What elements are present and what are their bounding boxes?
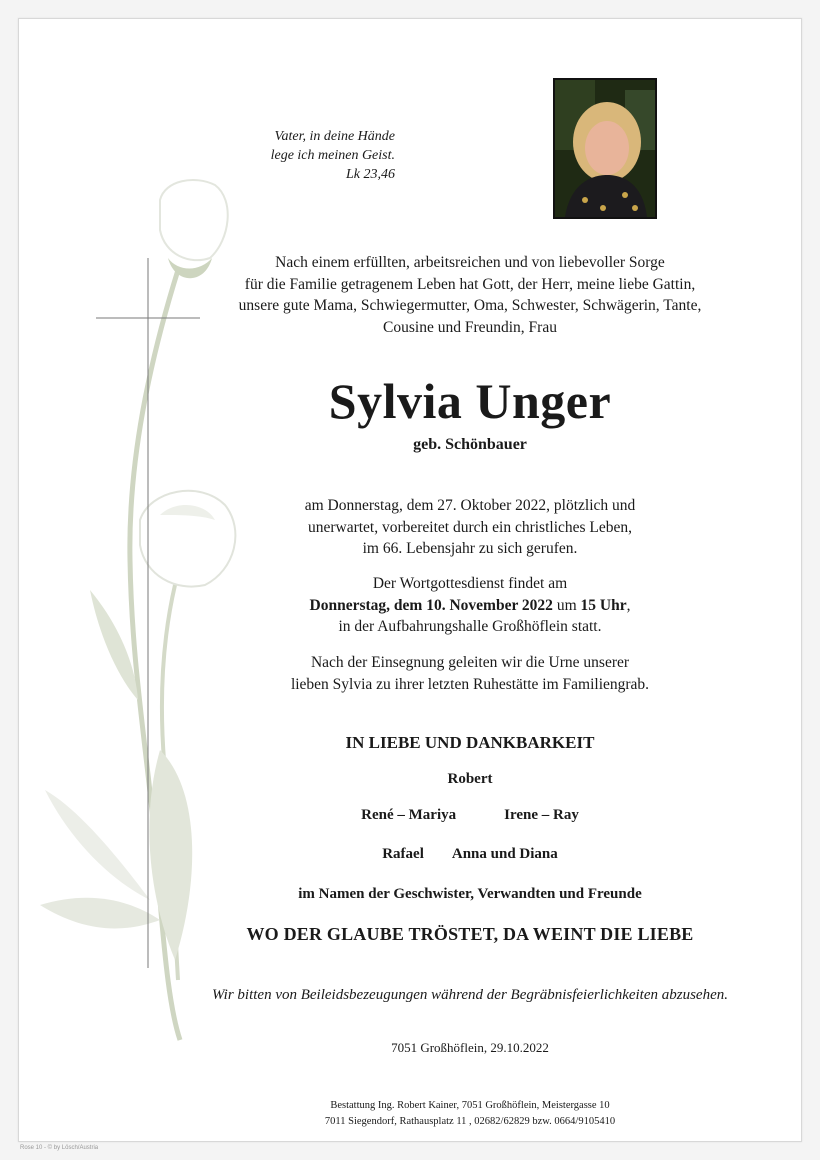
undertaker-info	[170, 1098, 770, 1130]
service-date: Donnerstag, dem 10. November 2022	[309, 596, 553, 614]
mourner-grandchild: Anna und Diana	[451, 846, 558, 862]
intro-line: unsere gute Mama, Schwiegermutter, Oma, Schwester, Schwägerin, Tante,	[238, 297, 702, 314]
portrait-icon	[555, 80, 655, 217]
verse-line: lege ich meinen Geist.	[270, 148, 395, 163]
copyright-note: Rose 10 - © by Lösch/Austria	[20, 1145, 99, 1151]
intro-text	[170, 252, 770, 338]
mourner-others: im Namen der Geschwister, Verwandten und Freunde	[298, 886, 642, 902]
motto: WO DER GLAUBE TRÖSTET, DA WEINT DIE LIEBE	[246, 924, 694, 944]
mourner-grandchild: Rafael	[382, 846, 424, 862]
death-line: unerwartet, vorbereitet durch ein christliches Leben,	[307, 518, 633, 536]
service-date-line	[170, 595, 770, 617]
verse-reference: Lk 23,46	[346, 167, 395, 182]
portrait-photo	[553, 78, 657, 219]
intro-line: für die Familie getragenem Leben hat Gott, der Herr, meine liebe Gattin,	[244, 275, 696, 293]
verse-line: Vater, in deine Hände	[274, 129, 395, 144]
mourner-children	[170, 807, 770, 824]
undertaker-line: 7011 Siegendorf, Rathausplatz 11 , 02682/62829 bzw. 0664/9105410	[324, 1116, 616, 1127]
intro-line: Cousine und Freundin, Frau	[383, 318, 557, 336]
mourner-grandchildren	[170, 846, 770, 863]
burial-line: lieben Sylvia zu ihrer letzten Ruhestätte im Familiengrab.	[290, 675, 650, 693]
mourner-child: René – Mariya	[361, 807, 457, 823]
condolence-request: Wir bitten von Beileidsbezeugungen während der Begräbnisfeierlichkeiten abzusehen.	[212, 987, 728, 1003]
mourner-child: Irene – Ray	[504, 807, 579, 823]
service-paragraph	[170, 573, 770, 638]
undertaker-line: Bestattung Ing. Robert Kainer, 7051 Großhöflein, Meistergasse 10	[330, 1100, 610, 1111]
service-location: in der Aufbahrungshalle Großhöflein statt.	[338, 618, 602, 635]
place-date: 7051 Großhöflein, 29.10.2022	[391, 1040, 549, 1055]
service-line: Der Wortgottesdienst findet am	[372, 575, 568, 592]
service-comma: ,	[626, 596, 631, 614]
burial-line: Nach der Einsegnung geleiten wir die Urne unserer	[310, 654, 630, 671]
mourner-spouse: Robert	[447, 771, 493, 787]
service-um: um	[552, 596, 581, 614]
death-paragraph	[170, 495, 770, 560]
burial-paragraph	[170, 652, 770, 695]
mourners-heading: IN LIEBE UND DANKBARKEIT	[345, 733, 595, 752]
death-line: am Donnerstag, dem 27. Oktober 2022, plötzlich und	[304, 497, 636, 514]
service-time: 15 Uhr	[580, 596, 627, 614]
death-line: im 66. Lebensjahr zu sich gerufen.	[362, 540, 578, 557]
deceased-name: Sylvia Unger	[328, 373, 612, 429]
maiden-name: geb. Schönbauer	[413, 436, 527, 453]
bible-verse	[255, 127, 395, 184]
intro-line: Nach einem erfüllten, arbeitsreichen und von liebevoller Sorge	[275, 254, 665, 271]
